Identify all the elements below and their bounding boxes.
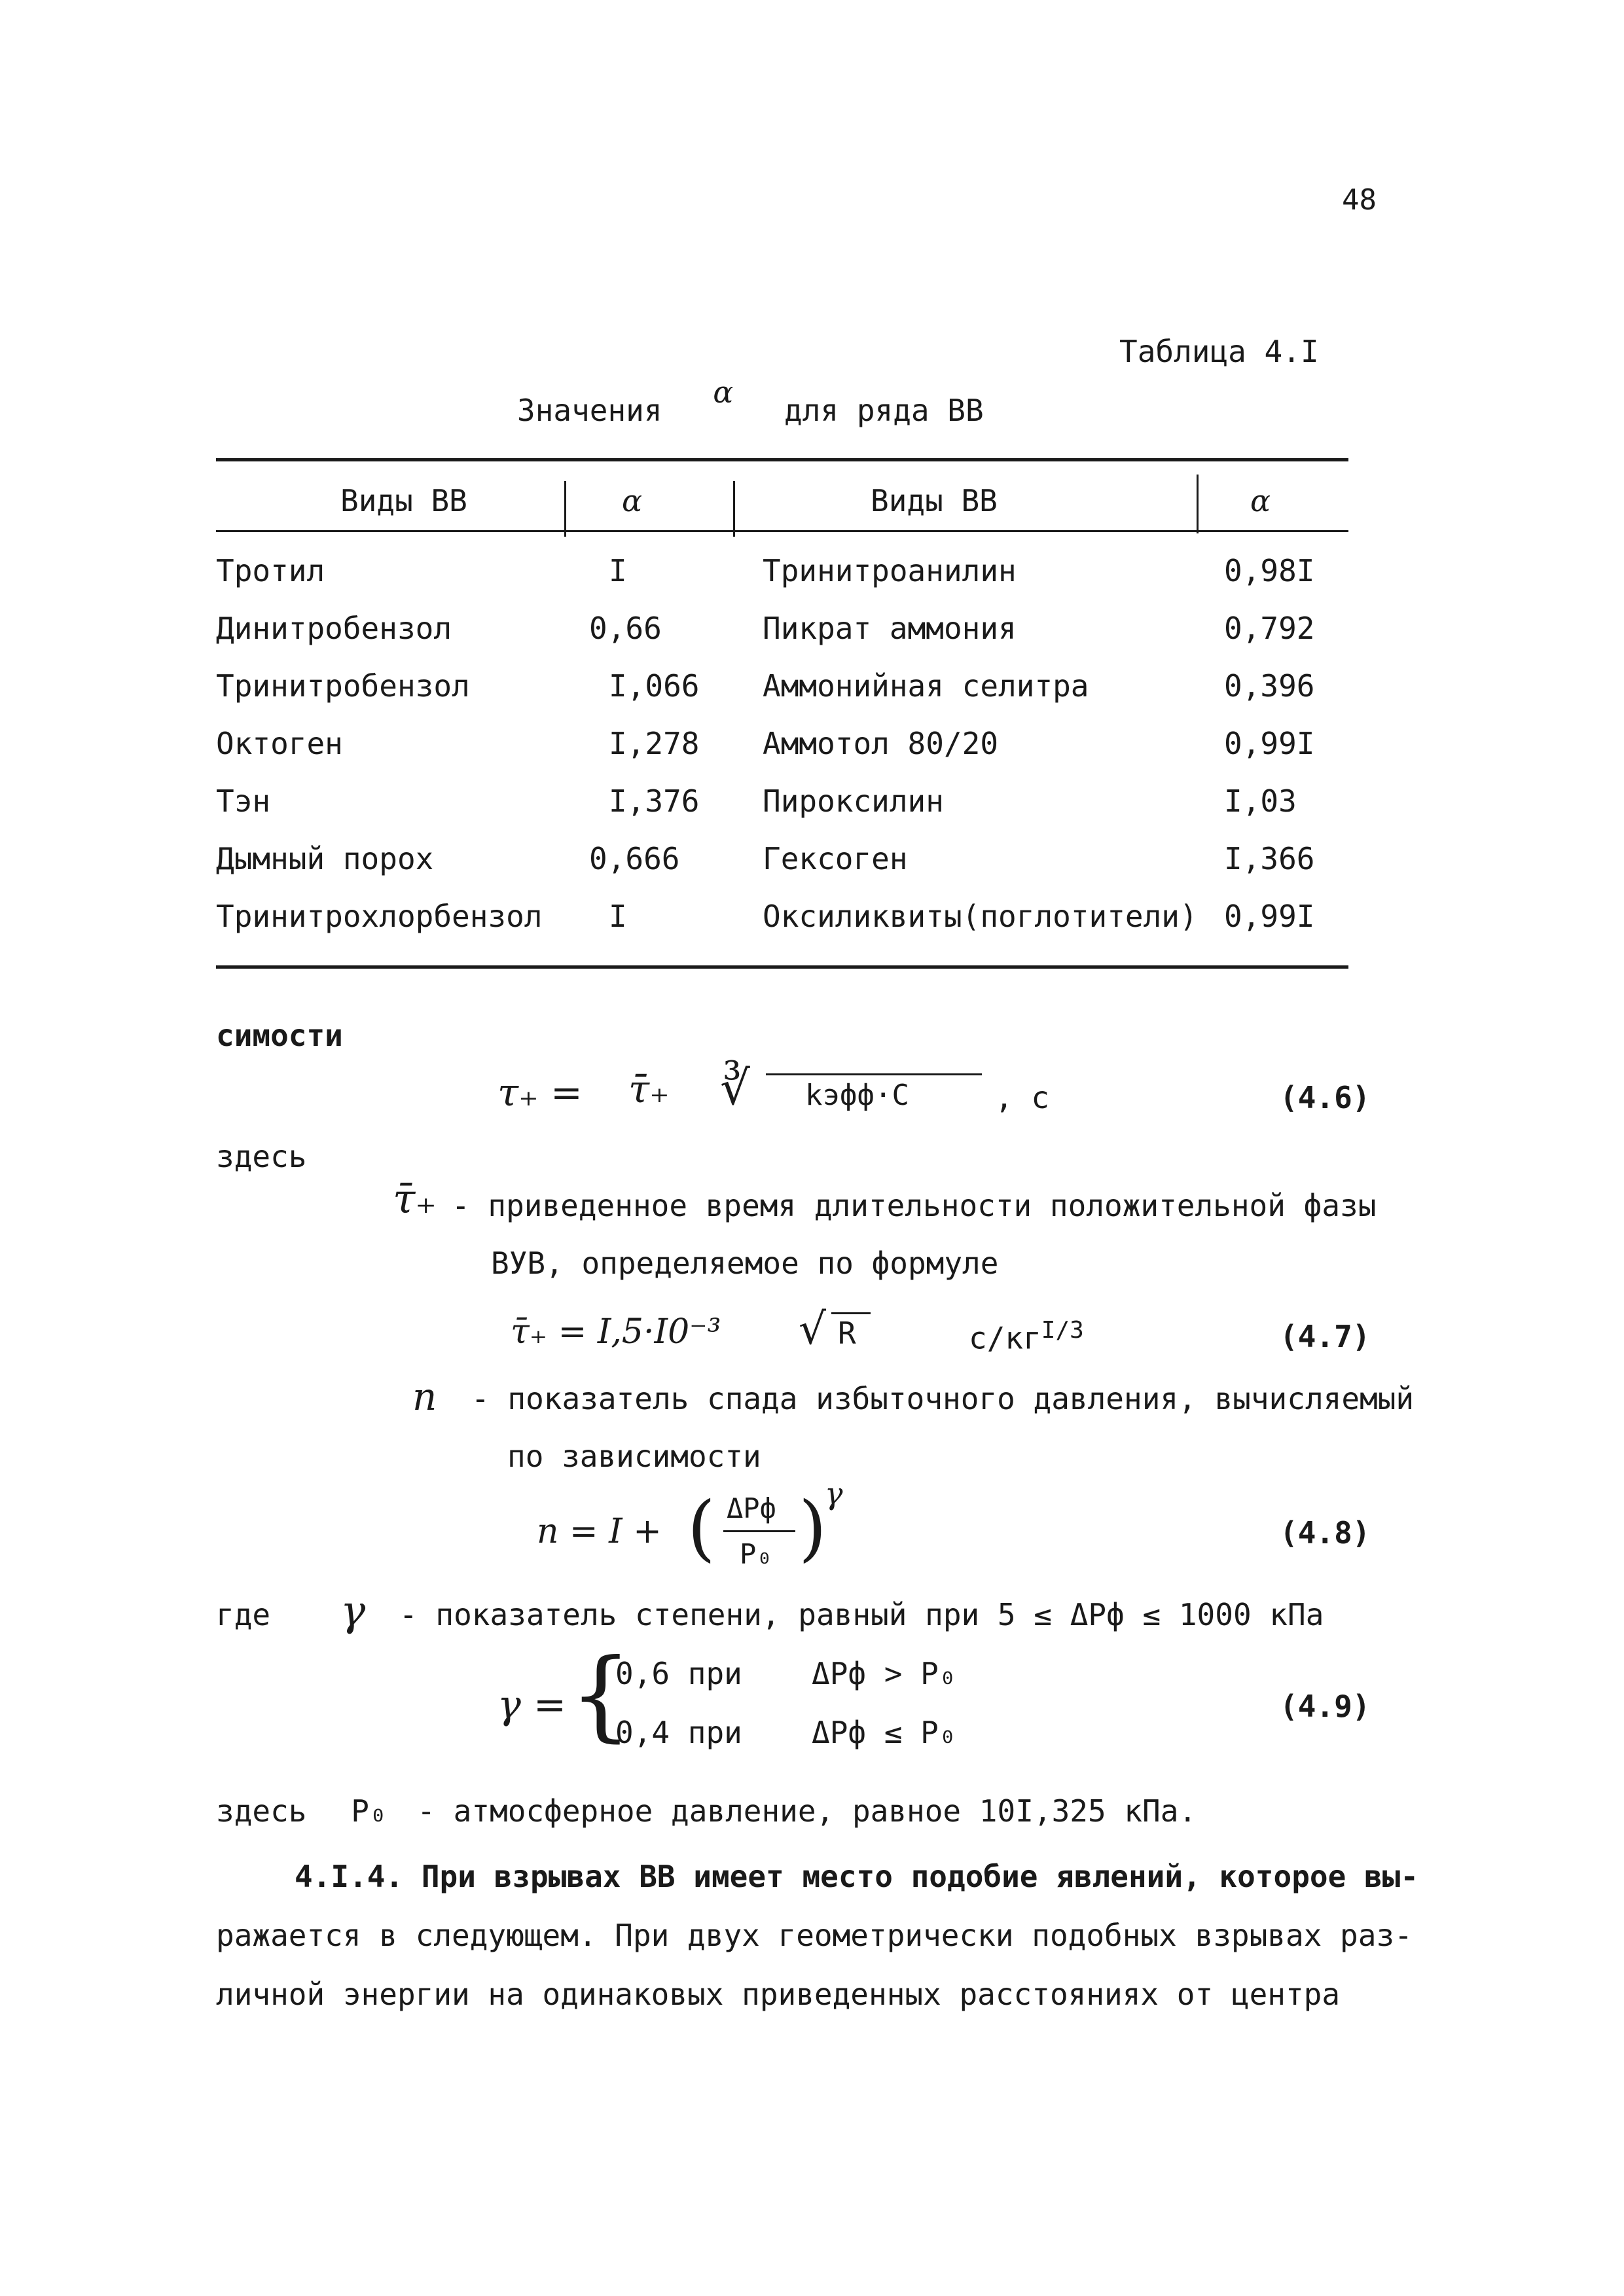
header-right-alpha: α (1250, 483, 1271, 518)
row-right-value: 0,99I (1224, 899, 1315, 934)
table-row (0, 553, 1624, 605)
row-right-value: 0,99I (1224, 726, 1315, 761)
fraction-numerator: ΔPф (727, 1492, 776, 1524)
formula-unit (969, 1317, 1084, 1355)
formula-number: (4.9) (1280, 1689, 1371, 1724)
row-right-value: I,366 (1224, 841, 1315, 876)
formula-lhs: n = I + (537, 1512, 662, 1551)
row-left-name: Тэн (216, 783, 271, 819)
alpha-symbol: α (713, 374, 734, 410)
table-row (0, 668, 1624, 721)
case-1-condition: ΔPф > P₀ (812, 1656, 957, 1691)
paragraph-line-1: 4.I.4. При взрывах ВВ имеет место подобие явлений, которое вы- (295, 1859, 1419, 1894)
radicand: R (838, 1316, 856, 1351)
header-left-name: Виды ВВ (340, 483, 467, 518)
row-right-value: 0,396 (1224, 668, 1315, 704)
gamma-definition: - показатель степени, равный при 5 ≤ ΔPф ≤ 1000 кПа (399, 1597, 1324, 1632)
cube-root-sign: ∛ (720, 1060, 750, 1115)
paragraph-line-3: личной энергии на одинаковых приведенных расстояниях от центра (216, 1977, 1341, 2012)
table-row (0, 783, 1624, 836)
row-right-name: Аммотол 80/20 (763, 726, 999, 761)
table-row (0, 611, 1624, 663)
radicand: kэфф·C (805, 1079, 909, 1112)
n-definition-line-1: - показатель спада избыточного давления, вычисляемый (471, 1381, 1415, 1416)
sqrt-sign: √ (799, 1304, 827, 1354)
text-gde: где (216, 1597, 271, 1632)
row-right-name: Пироксилин (763, 783, 944, 819)
header-left-alpha: α (622, 483, 643, 518)
tau-definition-line-2: ВУВ, определяемое по формуле (491, 1246, 999, 1281)
tau-bar-symbol: τ̄₊ (393, 1175, 437, 1223)
n-definition-line-2: по зависимости (507, 1439, 761, 1474)
row-left-value: I (609, 553, 627, 588)
row-left-value: 0,66 (589, 611, 662, 646)
tau-definition-line-1: - приведенное время длительности положительной фазы (452, 1188, 1377, 1223)
page-number: 48 (1342, 183, 1377, 217)
formula-4-6 (497, 1060, 1381, 1139)
unit-exponent: I/3 (1041, 1317, 1084, 1344)
fraction-bar (723, 1530, 795, 1532)
table-top-rule (216, 458, 1348, 461)
row-left-value: I,066 (609, 668, 700, 704)
table-header (0, 483, 1624, 535)
row-left-value: I (609, 899, 627, 934)
formula-mid: τ̄₊ (628, 1067, 670, 1111)
p0-rest: - атмосферное давление, равное 10I,325 кПа. (417, 1793, 1197, 1829)
row-right-name: Аммонийная селитра (763, 668, 1089, 704)
table-row (0, 899, 1624, 951)
text-simosti: симости (216, 1018, 343, 1053)
left-brace: { (569, 1638, 632, 1752)
formula-unit: , с (995, 1080, 1050, 1115)
row-right-name: Тринитроанилин (763, 553, 1017, 588)
formula-4-7 (511, 1304, 1381, 1374)
table-row (0, 841, 1624, 893)
formula-4-8 (537, 1476, 1381, 1590)
n-symbol: n (412, 1374, 437, 1419)
formula-lhs: γ = (497, 1682, 567, 1728)
formula-lhs: τ₊ = (497, 1070, 583, 1115)
p0-prefix: здесь (216, 1793, 307, 1829)
formula-number: (4.7) (1280, 1319, 1371, 1354)
p0-definition (216, 1793, 1197, 1829)
fraction-denominator: P₀ (740, 1538, 773, 1570)
text-zdes: здесь (216, 1139, 307, 1174)
row-left-name: Тротил (216, 553, 325, 588)
row-left-name: Тринитрохлорбензол (216, 899, 543, 934)
row-right-value: 0,792 (1224, 611, 1315, 646)
row-left-value: I,278 (609, 726, 700, 761)
left-paren: ( (687, 1486, 715, 1570)
formula-lhs: τ̄₊ = I,5·I0⁻³ (511, 1312, 721, 1352)
exponent-gamma: γ (825, 1476, 843, 1511)
table-bottom-rule (216, 965, 1348, 969)
table-title (517, 374, 984, 428)
row-left-value: I,376 (609, 783, 700, 819)
radical-overline (831, 1312, 871, 1314)
row-left-name: Дымный порох (216, 841, 434, 876)
row-left-name: Октоген (216, 726, 343, 761)
case-2-condition: ΔPф ≤ P₀ (812, 1715, 957, 1750)
formula-number: (4.6) (1280, 1080, 1371, 1115)
row-right-name: Гексоген (763, 841, 908, 876)
paragraph-line-2: ражается в следующем. При двух геометрически подобных взрывах раз- (216, 1918, 1413, 1953)
case-1-value: 0,6 при (615, 1656, 742, 1691)
row-right-value: I,03 (1224, 783, 1297, 819)
table-title-after: для ряда ВВ (784, 393, 984, 428)
right-paren: ) (799, 1486, 827, 1570)
case-2-value: 0,4 при (615, 1715, 742, 1750)
gamma-symbol: γ (340, 1587, 366, 1636)
header-right-name: Виды ВВ (871, 483, 998, 518)
unit-base: с/кг (969, 1320, 1041, 1356)
formula-number: (4.8) (1280, 1515, 1371, 1551)
row-left-value: 0,666 (589, 841, 680, 876)
radical-overline (766, 1073, 982, 1075)
table-label: Таблица 4.I (1119, 334, 1319, 369)
formula-4-9 (497, 1638, 1381, 1767)
p0-symbol: P₀ (351, 1793, 388, 1829)
row-right-name: Пикрат аммония (763, 611, 1017, 646)
row-left-name: Динитробензол (216, 611, 452, 646)
table-row (0, 726, 1624, 778)
row-right-value: 0,98I (1224, 553, 1315, 588)
row-right-name: Оксиликвиты(поглотители) (763, 899, 1198, 934)
table-title-before: Значения (517, 393, 662, 428)
row-left-name: Тринитробензол (216, 668, 470, 704)
